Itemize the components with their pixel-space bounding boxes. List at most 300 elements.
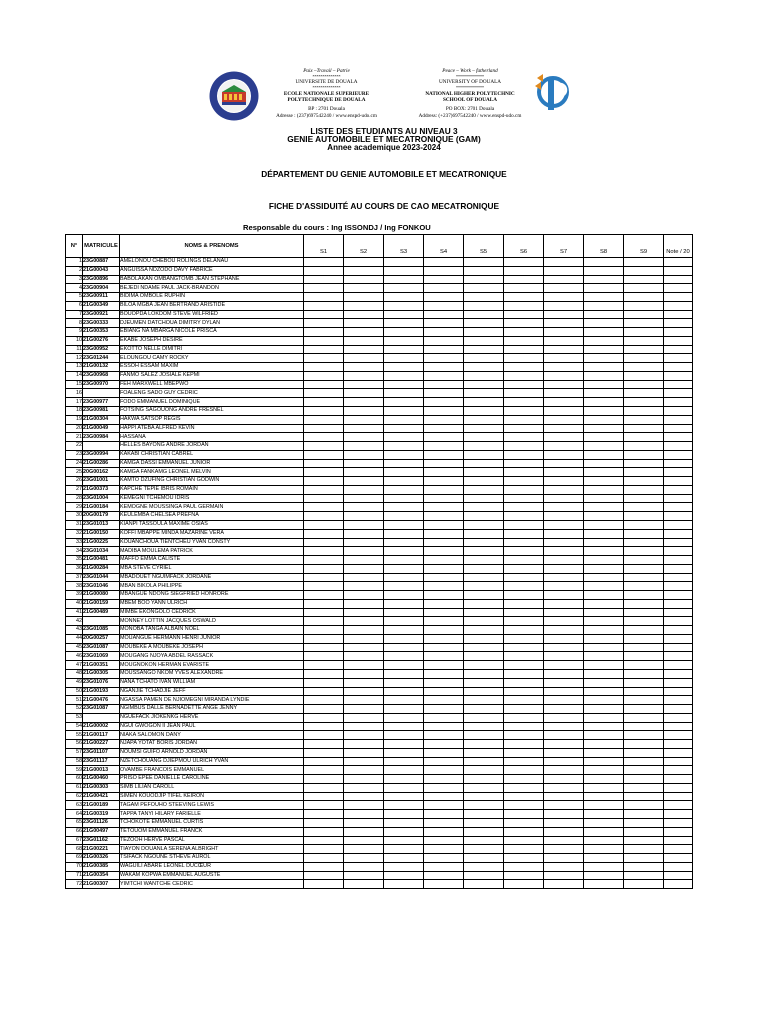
attendance-cell-s5[interactable] [464,748,504,757]
attendance-cell-s7[interactable] [544,424,584,433]
grade-cell[interactable] [664,652,693,661]
attendance-cell-s5[interactable] [464,687,504,696]
attendance-cell-s9[interactable] [624,354,664,363]
attendance-cell-s6[interactable] [504,319,544,328]
attendance-cell-s3[interactable] [384,258,424,267]
attendance-cell-s7[interactable] [544,319,584,328]
attendance-cell-s1[interactable] [304,626,344,635]
attendance-cell-s3[interactable] [384,573,424,582]
attendance-cell-s2[interactable] [344,661,384,670]
attendance-cell-s4[interactable] [424,477,464,486]
attendance-cell-s9[interactable] [624,564,664,573]
attendance-cell-s2[interactable] [344,415,384,424]
attendance-cell-s4[interactable] [424,661,464,670]
grade-cell[interactable] [664,520,693,529]
grade-cell[interactable] [664,766,693,775]
attendance-cell-s1[interactable] [304,415,344,424]
attendance-cell-s6[interactable] [504,740,544,749]
attendance-cell-s4[interactable] [424,599,464,608]
attendance-cell-s4[interactable] [424,354,464,363]
attendance-cell-s3[interactable] [384,713,424,722]
attendance-cell-s5[interactable] [464,275,504,284]
attendance-cell-s1[interactable] [304,862,344,871]
grade-cell[interactable] [664,748,693,757]
attendance-cell-s7[interactable] [544,556,584,565]
attendance-cell-s6[interactable] [504,284,544,293]
attendance-cell-s5[interactable] [464,740,504,749]
attendance-cell-s3[interactable] [384,547,424,556]
grade-cell[interactable] [664,617,693,626]
attendance-cell-s6[interactable] [504,871,544,880]
attendance-cell-s8[interactable] [584,652,624,661]
attendance-cell-s2[interactable] [344,836,384,845]
attendance-cell-s6[interactable] [504,389,544,398]
attendance-cell-s1[interactable] [304,520,344,529]
attendance-cell-s7[interactable] [544,354,584,363]
attendance-cell-s6[interactable] [504,424,544,433]
attendance-cell-s9[interactable] [624,485,664,494]
attendance-cell-s1[interactable] [304,529,344,538]
attendance-cell-s7[interactable] [544,371,584,380]
attendance-cell-s7[interactable] [544,512,584,521]
attendance-cell-s5[interactable] [464,880,504,889]
attendance-cell-s9[interactable] [624,520,664,529]
attendance-cell-s5[interactable] [464,634,504,643]
attendance-cell-s5[interactable] [464,810,504,819]
grade-cell[interactable] [664,696,693,705]
attendance-cell-s8[interactable] [584,275,624,284]
attendance-cell-s2[interactable] [344,564,384,573]
attendance-cell-s1[interactable] [304,284,344,293]
grade-cell[interactable] [664,345,693,354]
attendance-cell-s1[interactable] [304,354,344,363]
attendance-cell-s4[interactable] [424,775,464,784]
attendance-cell-s5[interactable] [464,503,504,512]
attendance-cell-s5[interactable] [464,669,504,678]
attendance-cell-s7[interactable] [544,705,584,714]
attendance-cell-s7[interactable] [544,582,584,591]
attendance-cell-s8[interactable] [584,862,624,871]
attendance-cell-s6[interactable] [504,757,544,766]
attendance-cell-s5[interactable] [464,836,504,845]
attendance-cell-s5[interactable] [464,766,504,775]
attendance-cell-s3[interactable] [384,766,424,775]
attendance-cell-s9[interactable] [624,275,664,284]
attendance-cell-s1[interactable] [304,275,344,284]
attendance-cell-s1[interactable] [304,310,344,319]
attendance-cell-s3[interactable] [384,748,424,757]
grade-cell[interactable] [664,775,693,784]
attendance-cell-s3[interactable] [384,705,424,714]
attendance-cell-s2[interactable] [344,520,384,529]
attendance-cell-s7[interactable] [544,538,584,547]
attendance-cell-s5[interactable] [464,442,504,451]
attendance-cell-s6[interactable] [504,766,544,775]
attendance-cell-s5[interactable] [464,450,504,459]
attendance-cell-s9[interactable] [624,424,664,433]
attendance-cell-s9[interactable] [624,757,664,766]
attendance-cell-s2[interactable] [344,547,384,556]
attendance-cell-s1[interactable] [304,801,344,810]
attendance-cell-s2[interactable] [344,845,384,854]
grade-cell[interactable] [664,284,693,293]
attendance-cell-s5[interactable] [464,652,504,661]
attendance-cell-s4[interactable] [424,503,464,512]
grade-cell[interactable] [664,573,693,582]
attendance-cell-s7[interactable] [544,871,584,880]
attendance-cell-s9[interactable] [624,547,664,556]
grade-cell[interactable] [664,722,693,731]
attendance-cell-s3[interactable] [384,310,424,319]
attendance-cell-s5[interactable] [464,775,504,784]
attendance-cell-s5[interactable] [464,661,504,670]
attendance-cell-s3[interactable] [384,529,424,538]
attendance-cell-s3[interactable] [384,783,424,792]
attendance-cell-s6[interactable] [504,398,544,407]
attendance-cell-s2[interactable] [344,293,384,302]
attendance-cell-s7[interactable] [544,266,584,275]
attendance-cell-s9[interactable] [624,854,664,863]
attendance-cell-s4[interactable] [424,328,464,337]
attendance-cell-s7[interactable] [544,819,584,828]
attendance-cell-s9[interactable] [624,819,664,828]
attendance-cell-s2[interactable] [344,424,384,433]
attendance-cell-s1[interactable] [304,477,344,486]
attendance-cell-s4[interactable] [424,748,464,757]
attendance-cell-s3[interactable] [384,336,424,345]
attendance-cell-s2[interactable] [344,757,384,766]
attendance-cell-s7[interactable] [544,801,584,810]
attendance-cell-s8[interactable] [584,880,624,889]
attendance-cell-s7[interactable] [544,398,584,407]
attendance-cell-s2[interactable] [344,485,384,494]
attendance-cell-s8[interactable] [584,485,624,494]
attendance-cell-s3[interactable] [384,836,424,845]
attendance-cell-s7[interactable] [544,845,584,854]
attendance-cell-s4[interactable] [424,310,464,319]
grade-cell[interactable] [664,792,693,801]
grade-cell[interactable] [664,485,693,494]
attendance-cell-s4[interactable] [424,450,464,459]
attendance-cell-s2[interactable] [344,275,384,284]
attendance-cell-s9[interactable] [624,371,664,380]
attendance-cell-s9[interactable] [624,477,664,486]
attendance-cell-s8[interactable] [584,599,624,608]
attendance-cell-s1[interactable] [304,582,344,591]
attendance-cell-s6[interactable] [504,371,544,380]
attendance-cell-s7[interactable] [544,459,584,468]
attendance-cell-s2[interactable] [344,854,384,863]
attendance-cell-s9[interactable] [624,319,664,328]
attendance-cell-s9[interactable] [624,503,664,512]
attendance-cell-s4[interactable] [424,617,464,626]
attendance-cell-s8[interactable] [584,564,624,573]
attendance-cell-s8[interactable] [584,354,624,363]
grade-cell[interactable] [664,363,693,372]
attendance-cell-s7[interactable] [544,415,584,424]
attendance-cell-s5[interactable] [464,345,504,354]
attendance-cell-s1[interactable] [304,757,344,766]
grade-cell[interactable] [664,564,693,573]
attendance-cell-s4[interactable] [424,854,464,863]
attendance-cell-s9[interactable] [624,740,664,749]
attendance-cell-s3[interactable] [384,354,424,363]
attendance-cell-s5[interactable] [464,477,504,486]
attendance-cell-s6[interactable] [504,687,544,696]
attendance-cell-s7[interactable] [544,810,584,819]
attendance-cell-s7[interactable] [544,442,584,451]
grade-cell[interactable] [664,477,693,486]
attendance-cell-s4[interactable] [424,722,464,731]
attendance-cell-s3[interactable] [384,293,424,302]
attendance-cell-s6[interactable] [504,731,544,740]
attendance-cell-s6[interactable] [504,354,544,363]
attendance-cell-s4[interactable] [424,871,464,880]
attendance-cell-s9[interactable] [624,301,664,310]
attendance-cell-s7[interactable] [544,564,584,573]
attendance-cell-s3[interactable] [384,433,424,442]
attendance-cell-s5[interactable] [464,328,504,337]
grade-cell[interactable] [664,450,693,459]
attendance-cell-s3[interactable] [384,819,424,828]
attendance-cell-s1[interactable] [304,783,344,792]
attendance-cell-s5[interactable] [464,783,504,792]
attendance-cell-s7[interactable] [544,275,584,284]
attendance-cell-s4[interactable] [424,845,464,854]
attendance-cell-s9[interactable] [624,284,664,293]
attendance-cell-s5[interactable] [464,485,504,494]
attendance-cell-s6[interactable] [504,275,544,284]
attendance-cell-s3[interactable] [384,669,424,678]
grade-cell[interactable] [664,819,693,828]
attendance-cell-s9[interactable] [624,538,664,547]
attendance-cell-s5[interactable] [464,792,504,801]
attendance-cell-s4[interactable] [424,564,464,573]
attendance-cell-s1[interactable] [304,591,344,600]
attendance-cell-s4[interactable] [424,556,464,565]
attendance-cell-s2[interactable] [344,345,384,354]
grade-cell[interactable] [664,783,693,792]
attendance-cell-s7[interactable] [544,854,584,863]
attendance-cell-s6[interactable] [504,556,544,565]
attendance-cell-s1[interactable] [304,371,344,380]
attendance-cell-s9[interactable] [624,845,664,854]
attendance-cell-s5[interactable] [464,529,504,538]
attendance-cell-s5[interactable] [464,731,504,740]
attendance-cell-s2[interactable] [344,363,384,372]
attendance-cell-s3[interactable] [384,345,424,354]
attendance-cell-s8[interactable] [584,547,624,556]
attendance-cell-s6[interactable] [504,345,544,354]
attendance-cell-s9[interactable] [624,696,664,705]
attendance-cell-s3[interactable] [384,266,424,275]
attendance-cell-s1[interactable] [304,845,344,854]
attendance-cell-s6[interactable] [504,407,544,416]
attendance-cell-s4[interactable] [424,783,464,792]
attendance-cell-s8[interactable] [584,538,624,547]
attendance-cell-s3[interactable] [384,319,424,328]
attendance-cell-s7[interactable] [544,485,584,494]
attendance-cell-s4[interactable] [424,792,464,801]
attendance-cell-s5[interactable] [464,301,504,310]
attendance-cell-s5[interactable] [464,722,504,731]
attendance-cell-s9[interactable] [624,634,664,643]
attendance-cell-s8[interactable] [584,687,624,696]
attendance-cell-s8[interactable] [584,293,624,302]
attendance-cell-s1[interactable] [304,293,344,302]
attendance-cell-s9[interactable] [624,705,664,714]
attendance-cell-s9[interactable] [624,783,664,792]
grade-cell[interactable] [664,827,693,836]
attendance-cell-s4[interactable] [424,424,464,433]
attendance-cell-s7[interactable] [544,468,584,477]
attendance-cell-s5[interactable] [464,626,504,635]
attendance-cell-s6[interactable] [504,617,544,626]
attendance-cell-s7[interactable] [544,450,584,459]
attendance-cell-s4[interactable] [424,284,464,293]
attendance-cell-s6[interactable] [504,485,544,494]
attendance-cell-s2[interactable] [344,336,384,345]
attendance-cell-s5[interactable] [464,310,504,319]
attendance-cell-s8[interactable] [584,801,624,810]
attendance-cell-s8[interactable] [584,266,624,275]
attendance-cell-s8[interactable] [584,336,624,345]
attendance-cell-s3[interactable] [384,731,424,740]
attendance-cell-s7[interactable] [544,608,584,617]
attendance-cell-s2[interactable] [344,678,384,687]
attendance-cell-s7[interactable] [544,862,584,871]
attendance-cell-s1[interactable] [304,319,344,328]
attendance-cell-s8[interactable] [584,783,624,792]
attendance-cell-s2[interactable] [344,459,384,468]
attendance-cell-s8[interactable] [584,520,624,529]
attendance-cell-s7[interactable] [544,345,584,354]
attendance-cell-s1[interactable] [304,652,344,661]
attendance-cell-s3[interactable] [384,380,424,389]
attendance-cell-s8[interactable] [584,582,624,591]
attendance-cell-s5[interactable] [464,468,504,477]
attendance-cell-s3[interactable] [384,678,424,687]
attendance-cell-s5[interactable] [464,512,504,521]
attendance-cell-s9[interactable] [624,512,664,521]
attendance-cell-s1[interactable] [304,301,344,310]
attendance-cell-s7[interactable] [544,713,584,722]
attendance-cell-s1[interactable] [304,363,344,372]
attendance-cell-s4[interactable] [424,512,464,521]
attendance-cell-s2[interactable] [344,266,384,275]
attendance-cell-s9[interactable] [624,336,664,345]
attendance-cell-s4[interactable] [424,415,464,424]
attendance-cell-s7[interactable] [544,293,584,302]
attendance-cell-s7[interactable] [544,626,584,635]
attendance-cell-s6[interactable] [504,336,544,345]
attendance-cell-s8[interactable] [584,643,624,652]
attendance-cell-s7[interactable] [544,328,584,337]
attendance-cell-s4[interactable] [424,766,464,775]
attendance-cell-s6[interactable] [504,599,544,608]
attendance-cell-s3[interactable] [384,661,424,670]
attendance-cell-s3[interactable] [384,582,424,591]
attendance-cell-s2[interactable] [344,748,384,757]
attendance-cell-s7[interactable] [544,310,584,319]
grade-cell[interactable] [664,407,693,416]
attendance-cell-s2[interactable] [344,556,384,565]
attendance-cell-s8[interactable] [584,748,624,757]
attendance-cell-s1[interactable] [304,722,344,731]
attendance-cell-s3[interactable] [384,810,424,819]
attendance-cell-s4[interactable] [424,573,464,582]
grade-cell[interactable] [664,319,693,328]
grade-cell[interactable] [664,371,693,380]
attendance-cell-s8[interactable] [584,415,624,424]
grade-cell[interactable] [664,494,693,503]
attendance-cell-s1[interactable] [304,424,344,433]
attendance-cell-s4[interactable] [424,529,464,538]
attendance-cell-s5[interactable] [464,415,504,424]
attendance-cell-s9[interactable] [624,792,664,801]
attendance-cell-s6[interactable] [504,836,544,845]
attendance-cell-s5[interactable] [464,871,504,880]
attendance-cell-s9[interactable] [624,871,664,880]
attendance-cell-s4[interactable] [424,827,464,836]
attendance-cell-s9[interactable] [624,433,664,442]
attendance-cell-s7[interactable] [544,836,584,845]
attendance-cell-s5[interactable] [464,556,504,565]
attendance-cell-s8[interactable] [584,731,624,740]
attendance-cell-s6[interactable] [504,748,544,757]
grade-cell[interactable] [664,424,693,433]
grade-cell[interactable] [664,398,693,407]
grade-cell[interactable] [664,705,693,714]
attendance-cell-s2[interactable] [344,810,384,819]
attendance-cell-s5[interactable] [464,617,504,626]
attendance-cell-s3[interactable] [384,652,424,661]
attendance-cell-s9[interactable] [624,310,664,319]
attendance-cell-s6[interactable] [504,678,544,687]
attendance-cell-s3[interactable] [384,407,424,416]
attendance-cell-s1[interactable] [304,669,344,678]
grade-cell[interactable] [664,661,693,670]
attendance-cell-s6[interactable] [504,862,544,871]
attendance-cell-s8[interactable] [584,284,624,293]
attendance-cell-s2[interactable] [344,599,384,608]
attendance-cell-s4[interactable] [424,582,464,591]
attendance-cell-s7[interactable] [544,731,584,740]
attendance-cell-s6[interactable] [504,608,544,617]
attendance-cell-s1[interactable] [304,547,344,556]
attendance-cell-s7[interactable] [544,389,584,398]
attendance-cell-s7[interactable] [544,748,584,757]
attendance-cell-s8[interactable] [584,696,624,705]
attendance-cell-s5[interactable] [464,591,504,600]
attendance-cell-s7[interactable] [544,494,584,503]
attendance-cell-s9[interactable] [624,328,664,337]
attendance-cell-s3[interactable] [384,450,424,459]
attendance-cell-s6[interactable] [504,661,544,670]
attendance-cell-s1[interactable] [304,468,344,477]
attendance-cell-s8[interactable] [584,363,624,372]
attendance-cell-s8[interactable] [584,836,624,845]
attendance-cell-s2[interactable] [344,494,384,503]
attendance-cell-s2[interactable] [344,871,384,880]
attendance-cell-s3[interactable] [384,564,424,573]
attendance-cell-s3[interactable] [384,556,424,565]
attendance-cell-s5[interactable] [464,599,504,608]
attendance-cell-s7[interactable] [544,520,584,529]
attendance-cell-s1[interactable] [304,634,344,643]
attendance-cell-s8[interactable] [584,757,624,766]
attendance-cell-s6[interactable] [504,363,544,372]
